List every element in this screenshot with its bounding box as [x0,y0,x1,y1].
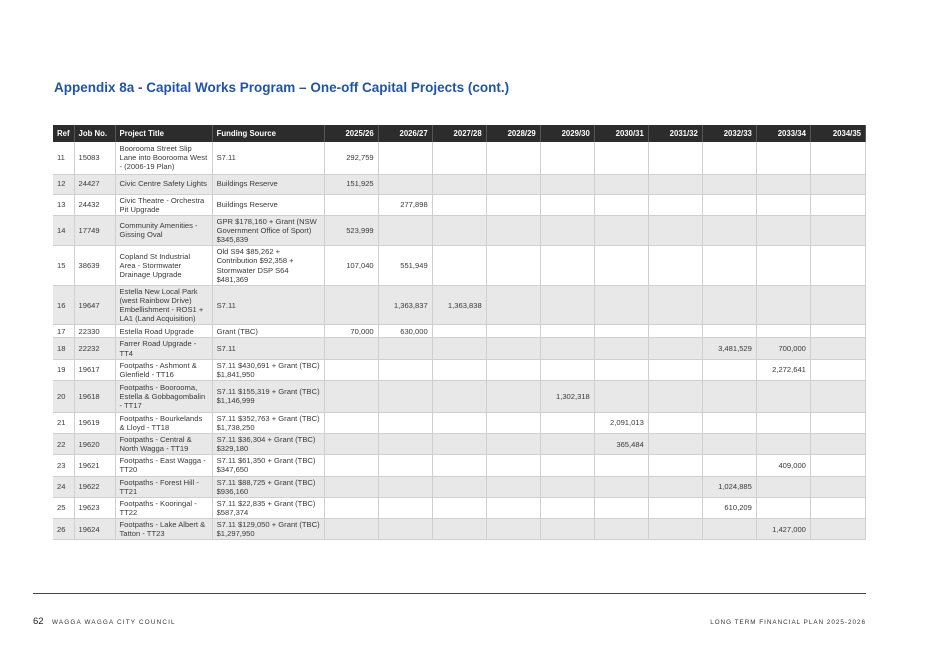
table-cell: Footpaths - East Wagga - TT20 [115,455,212,476]
table-cell [810,194,865,215]
table-cell [486,194,540,215]
table-cell [540,359,594,380]
table-cell [486,325,540,338]
table-cell: 3,481,529 [702,338,756,359]
table-cell [648,194,702,215]
table-cell: Estella Road Upgrade [115,325,212,338]
table-cell [810,434,865,455]
table-cell [810,497,865,518]
table-row [53,286,866,325]
table-cell [540,194,594,215]
table-cell [540,174,594,194]
table-cell: Civic Theatre - Orchestra Pit Upgrade [115,194,212,215]
table-cell [540,142,594,174]
table-cell: 700,000 [756,338,810,359]
table-cell [594,246,648,286]
table-cell [648,519,702,540]
table-cell: 22232 [74,338,115,359]
table-cell [324,519,378,540]
table-row [53,338,866,359]
table-cell [648,142,702,174]
table-cell [324,412,378,433]
table-cell: 365,484 [594,434,648,455]
table-cell [378,497,432,518]
table-cell: 17749 [74,215,115,245]
table-cell: Footpaths - Central & North Wagga - TT19 [115,434,212,455]
table-cell: 25 [53,497,74,518]
table-cell [756,412,810,433]
table-cell: 24427 [74,174,115,194]
table-cell: 151,925 [324,174,378,194]
table-cell [378,455,432,476]
table-cell: Old S94 $85,262 + Contribution $92,358 + Stormwater DSP S64 $481,369 [212,246,324,286]
table-cell [324,286,378,325]
table-cell: Footpaths - Ashmont & Glenfield - TT16 [115,359,212,380]
header-year: 2032/33 [702,125,756,142]
table-row [53,194,866,215]
table-cell: S7.11 $129,050 + Grant (TBC) $1,297,950 [212,519,324,540]
table-cell [432,412,486,433]
table-header-row [53,125,866,142]
header-year: 2026/27 [378,125,432,142]
table-cell: 2,091,013 [594,412,648,433]
table-cell [648,325,702,338]
table-row [53,359,866,380]
table-cell: S7.11 [212,286,324,325]
table-cell [756,476,810,497]
table-cell [378,519,432,540]
table-cell: 19624 [74,519,115,540]
table-row [53,497,866,518]
table-cell: 107,040 [324,246,378,286]
capital-works-table [53,125,866,540]
table-cell: 18 [53,338,74,359]
table-cell [486,455,540,476]
table-cell: 23 [53,455,74,476]
table-row [53,476,866,497]
table-cell [432,215,486,245]
table-cell [432,519,486,540]
table-cell [648,286,702,325]
table-cell [486,519,540,540]
table-cell [756,142,810,174]
table-cell: Buildings Reserve [212,174,324,194]
table-cell [324,455,378,476]
table-cell: S7.11 $36,304 + Grant (TBC) $329,180 [212,434,324,455]
table-cell [324,497,378,518]
table-cell [378,359,432,380]
table-cell [378,476,432,497]
table-cell [486,476,540,497]
table-cell: Estella New Local Park (west Rainbow Drive) Embellishment - ROS1 + LA1 (Land Acquisition) [115,286,212,325]
table-cell [702,215,756,245]
table-cell [810,174,865,194]
table-cell: 12 [53,174,74,194]
table-row [53,246,866,286]
table-cell [432,476,486,497]
table-cell: 16 [53,286,74,325]
table-cell [594,455,648,476]
table-cell: 11 [53,142,74,174]
table-cell [432,455,486,476]
table-cell [702,194,756,215]
table-cell: Footpaths - Boorooma, Estella & Gobbagombalin - TT17 [115,380,212,412]
table-cell [810,142,865,174]
table-cell [486,412,540,433]
table-cell [756,194,810,215]
table-cell [486,380,540,412]
table-cell [648,359,702,380]
table-cell: 38639 [74,246,115,286]
table-cell [810,359,865,380]
table-cell [378,174,432,194]
table-cell: S7.11 $430,691 + Grant (TBC) $1,841,950 [212,359,324,380]
table-cell: Footpaths - Forest Hill - TT21 [115,476,212,497]
table-cell [432,194,486,215]
footer-divider [33,593,866,594]
table-cell [324,476,378,497]
table-cell: Buildings Reserve [212,194,324,215]
table-row [53,519,866,540]
table-cell [756,174,810,194]
table-cell [324,359,378,380]
table-cell [486,142,540,174]
table-cell [702,412,756,433]
table-cell [594,194,648,215]
table-cell: S7.11 $22,835 + Grant (TBC) $587,374 [212,497,324,518]
table-cell [432,325,486,338]
table-cell [648,476,702,497]
table-cell [540,338,594,359]
table-cell: Copland St Industrial Area - Stormwater Drainage Upgrade [115,246,212,286]
table-cell: 1,024,885 [702,476,756,497]
table-cell [486,497,540,518]
table-cell [756,380,810,412]
table-cell: S7.11 [212,142,324,174]
table-cell [486,338,540,359]
table-cell [594,325,648,338]
table-row [53,434,866,455]
table-cell [810,380,865,412]
table-cell: 277,898 [378,194,432,215]
table-cell: 22 [53,434,74,455]
table-cell [540,476,594,497]
table-cell [378,412,432,433]
table-cell [648,246,702,286]
document-title: LONG TERM FINANCIAL PLAN 2025-2026 [710,619,866,626]
table-cell [756,215,810,245]
table-cell [756,286,810,325]
table-cell [432,359,486,380]
table-cell: Footpaths - Bourkelands & Lloyd - TT18 [115,412,212,433]
table-row [53,380,866,412]
table-cell: 1,363,837 [378,286,432,325]
table-cell [594,380,648,412]
header-year: 2034/35 [810,125,865,142]
table-cell: 70,000 [324,325,378,338]
table-cell [324,338,378,359]
table-cell [486,434,540,455]
table-cell [648,215,702,245]
table-cell: Footpaths - Kooringal - TT22 [115,497,212,518]
table-cell [594,286,648,325]
table-cell: S7.11 $88,725 + Grant (TBC) $936,160 [212,476,324,497]
table-cell [756,434,810,455]
table-cell [702,455,756,476]
table-cell: 630,000 [378,325,432,338]
table-cell: 26 [53,519,74,540]
table-cell: 1,363,838 [432,286,486,325]
table-cell: GPR $178,160 + Grant (NSW Government Office of Sport) $345,839 [212,215,324,245]
table-cell [648,380,702,412]
table-cell: 21 [53,412,74,433]
header-year: 2031/32 [648,125,702,142]
table-cell [648,412,702,433]
table-cell: Farrer Road Upgrade - TT4 [115,338,212,359]
header-funding-source: Funding Source [212,125,324,142]
table-cell: 19617 [74,359,115,380]
table-cell: 551,949 [378,246,432,286]
table-cell: 15 [53,246,74,286]
table-cell: Grant (TBC) [212,325,324,338]
table-cell [810,246,865,286]
table-cell [702,434,756,455]
table-cell [486,246,540,286]
table-cell: 409,000 [756,455,810,476]
table-cell: 24 [53,476,74,497]
header-year: 2028/29 [486,125,540,142]
table-cell: 1,302,318 [540,380,594,412]
table-cell [540,246,594,286]
table-cell: 14 [53,215,74,245]
table-cell [486,215,540,245]
table-cell [324,194,378,215]
table-cell [432,174,486,194]
table-cell [594,359,648,380]
table-cell [378,215,432,245]
table-cell [486,174,540,194]
table-cell [540,215,594,245]
header-year: 2033/34 [756,125,810,142]
table-cell: 19622 [74,476,115,497]
table-row [53,142,866,174]
table-cell [432,338,486,359]
table-cell [756,325,810,338]
header-year: 2027/28 [432,125,486,142]
table-cell [594,174,648,194]
table-cell [594,519,648,540]
table-cell [594,215,648,245]
table-cell [540,412,594,433]
table-cell: Footpaths - Lake Albert & Tatton - TT23 [115,519,212,540]
table-cell [324,434,378,455]
table-cell: 523,999 [324,215,378,245]
table-cell [540,455,594,476]
table-cell [810,325,865,338]
table-cell: 292,759 [324,142,378,174]
header-job-no: Job No. [74,125,115,142]
table-cell [594,338,648,359]
table-row [53,215,866,245]
table-cell: 22330 [74,325,115,338]
table-cell: 15083 [74,142,115,174]
table-cell [702,325,756,338]
table-cell: Boorooma Street Slip Lane into Boorooma West - (2006-19 Plan) [115,142,212,174]
table-cell [810,476,865,497]
table-cell [810,519,865,540]
table-cell: 610,209 [702,497,756,518]
table-cell [810,412,865,433]
table-cell [378,434,432,455]
table-cell [432,434,486,455]
table-cell [810,338,865,359]
table-cell [378,380,432,412]
table-cell: Community Amenities - Gissing Oval [115,215,212,245]
table-cell [702,519,756,540]
table-cell [702,359,756,380]
table-cell: 2,272,641 [756,359,810,380]
table-cell [810,455,865,476]
table-cell [432,142,486,174]
header-project-title: Project Title [115,125,212,142]
table-cell: 13 [53,194,74,215]
table-cell: 24432 [74,194,115,215]
table-cell [540,325,594,338]
table-cell: 19621 [74,455,115,476]
table-cell: 19619 [74,412,115,433]
table-cell [702,142,756,174]
table-cell [702,380,756,412]
table-cell [756,497,810,518]
table-row [53,455,866,476]
table-cell: S7.11 $155,319 + Grant (TBC) $1,146,999 [212,380,324,412]
table-row [53,412,866,433]
table-cell [648,174,702,194]
table-cell: 19 [53,359,74,380]
table-cell [432,246,486,286]
table-cell [486,286,540,325]
table-cell [702,286,756,325]
table-cell [324,380,378,412]
header-ref: Ref [53,125,74,142]
table-cell: S7.11 [212,338,324,359]
table-cell: 20 [53,380,74,412]
table-cell [648,497,702,518]
table-cell [810,286,865,325]
table-cell [810,215,865,245]
table-cell [702,174,756,194]
table-cell [756,246,810,286]
table-cell [648,455,702,476]
table-cell: 19623 [74,497,115,518]
table-cell: Civic Centre Safety Lights [115,174,212,194]
table-cell: 19647 [74,286,115,325]
table-cell [594,476,648,497]
table-row [53,325,866,338]
table-cell: 1,427,000 [756,519,810,540]
table-cell [540,497,594,518]
header-year: 2030/31 [594,125,648,142]
table-cell [540,519,594,540]
table-body [53,142,866,540]
table-row [53,174,866,194]
table-cell [594,142,648,174]
page-title: Appendix 8a - Capital Works Program – One-off Capital Projects (cont.) [54,80,510,95]
table-cell [540,286,594,325]
table-cell: S7.11 $61,350 + Grant (TBC) $347,650 [212,455,324,476]
table-cell [432,497,486,518]
table-cell: 19618 [74,380,115,412]
table-cell [378,142,432,174]
page-number: 62 [33,616,44,627]
table-cell [594,497,648,518]
table-cell [648,434,702,455]
council-name: WAGGA WAGGA CITY COUNCIL [52,619,176,626]
table-cell [540,434,594,455]
table-cell: 19620 [74,434,115,455]
header-year: 2029/30 [540,125,594,142]
table-cell [648,338,702,359]
table-cell [702,246,756,286]
table-cell: S7.11 $352,763 + Grant (TBC) $1,738,250 [212,412,324,433]
table-cell [378,338,432,359]
table-cell [432,380,486,412]
table-cell [486,359,540,380]
table-cell: 17 [53,325,74,338]
header-year: 2025/26 [324,125,378,142]
